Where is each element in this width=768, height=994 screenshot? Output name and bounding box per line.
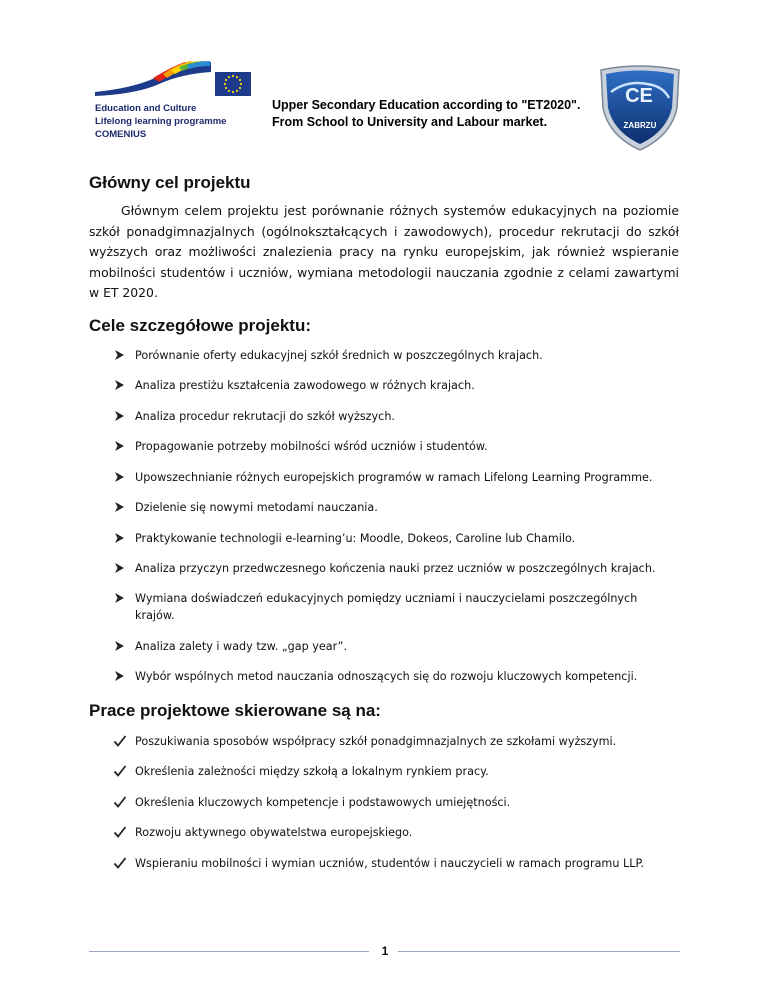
list-item (113, 763, 683, 780)
project-title (272, 97, 580, 131)
list-item (113, 733, 683, 750)
arrow-bullet-icon (113, 377, 127, 393)
list-item-text: Określenia zależności między szkołą a lokalnym rynkiem pracy. (135, 765, 489, 778)
list-item-text: Porównanie oferty edukacyjnej szkół średnich w poszczególnych krajach. (135, 349, 543, 362)
logo-line-3: COMENIUS (95, 129, 147, 140)
logo-line-2: Lifelong learning programme (95, 116, 227, 127)
project-title-line-2: From School to University and Labour market. (272, 115, 548, 129)
list-item (113, 794, 683, 811)
list-item (113, 438, 683, 455)
list-item-text: Poszukiwania sposobów współpracy szkół ponadgimnazjalnych ze szkołami wyższymi. (135, 735, 617, 748)
list-item (113, 824, 683, 841)
list-item (113, 408, 683, 425)
arrow-bullet-icon (113, 499, 127, 515)
footer-rule-left (89, 951, 369, 952)
logo-caption (95, 102, 226, 141)
list-item-text: Wspieraniu mobilności i wymian uczniów, studentów i nauczycieli w ramach programu LLP. (135, 857, 645, 870)
arrow-bullet-icon (113, 638, 127, 654)
arrow-bullet-icon (113, 408, 127, 424)
page-number: 1 (381, 944, 389, 958)
lifelong-learning-logo (93, 58, 253, 148)
arrow-bullet-icon (113, 347, 127, 363)
list-item-text: Praktykowanie technologii e-learning’u: Moodle, Dokeos, Caroline lub Chamilo. (135, 532, 576, 545)
checkmark-bullet-icon (113, 733, 127, 749)
svg-text:ZABRZU: ZABRZU (623, 121, 657, 130)
list-item-text: Rozwoju aktywnego obywatelstwa europejskiego. (135, 826, 413, 839)
list-item-text: Analiza zalety i wady tzw. „gap year”. (135, 640, 348, 653)
list-item-text: Analiza przyczyn przedwczesnego kończenia nauki przez uczniów w poszczególnych krajach. (135, 562, 656, 575)
project-title-line-1: Upper Secondary Education according to "ET2020". (272, 98, 581, 112)
checkmark-bullet-icon (113, 824, 127, 840)
list-item (113, 347, 683, 364)
svg-text:CE: CE (625, 85, 653, 107)
arrow-bullet-icon (113, 590, 127, 606)
list-item (113, 560, 683, 577)
arrow-bullet-icon (113, 438, 127, 454)
list-item-text: Dzielenie się nowymi metodami nauczania. (135, 501, 378, 514)
footer-rule-right (398, 951, 680, 952)
rainbow-swoosh-icon (93, 58, 213, 96)
list-item-text: Wybór wspólnych metod nauczania odnoszących się do rozwoju kluczowych kompetencji. (135, 670, 638, 683)
list-item (113, 530, 683, 547)
list-item (113, 668, 683, 685)
eu-flag-icon (215, 72, 251, 96)
arrow-bullet-icon (113, 560, 127, 576)
list-item-text: Określenia kluczowych kompetencje i podstawowych umiejętności. (135, 796, 511, 809)
arrow-bullet-icon (113, 469, 127, 485)
main-goal-paragraph: Głównym celem projektu jest porównanie różnych systemów edukacyjnych na poziomie szkół ponadgimnazjalnych (ogólnokształcących i zawodowych), procedur rekrutacji do szkół wyższych oraz możliwości znalezienia pracy na rynku europejskim, jak również wspieranie mobilności studentów i uczniów, wymiana metodologii nauczania zgodnie z celami zawartymi w ET 2020. (89, 203, 679, 301)
arrow-bullet-icon (113, 530, 127, 546)
section-heading-project-work: Prace projektowe skierowane są na: (89, 701, 381, 720)
list-item (113, 638, 683, 655)
checkmark-bullet-icon (113, 763, 127, 779)
arrow-bullet-icon (113, 668, 127, 684)
list-item (113, 377, 683, 394)
list-item (113, 855, 683, 872)
section-heading-specific-goals: Cele szczegółowe projektu: (89, 316, 311, 335)
list-item (113, 469, 683, 486)
checkmark-bullet-icon (113, 855, 127, 871)
logo-line-1: Education and Culture (95, 103, 197, 114)
list-item-text: Upowszechnianie różnych europejskich programów w ramach Lifelong Learning Programme. (135, 471, 653, 484)
list-item (113, 499, 683, 516)
section-heading-main-goal: Główny cel projektu (89, 173, 251, 192)
list-item-text: Wymiana doświadczeń edukacyjnych pomiędzy uczniami i nauczycielami poszczególnych krajów. (135, 592, 638, 622)
list-item-text: Propagowanie potrzeby mobilności wśród uczniów i studentów. (135, 440, 488, 453)
list-item-text: Analiza prestiżu kształcenia zawodowego w różnych krajach. (135, 379, 475, 392)
list-item (113, 590, 653, 624)
list-item-text: Analiza procedur rekrutacji do szkół wyższych. (135, 410, 395, 423)
school-shield-logo-icon (597, 64, 683, 152)
checkmark-bullet-icon (113, 794, 127, 810)
